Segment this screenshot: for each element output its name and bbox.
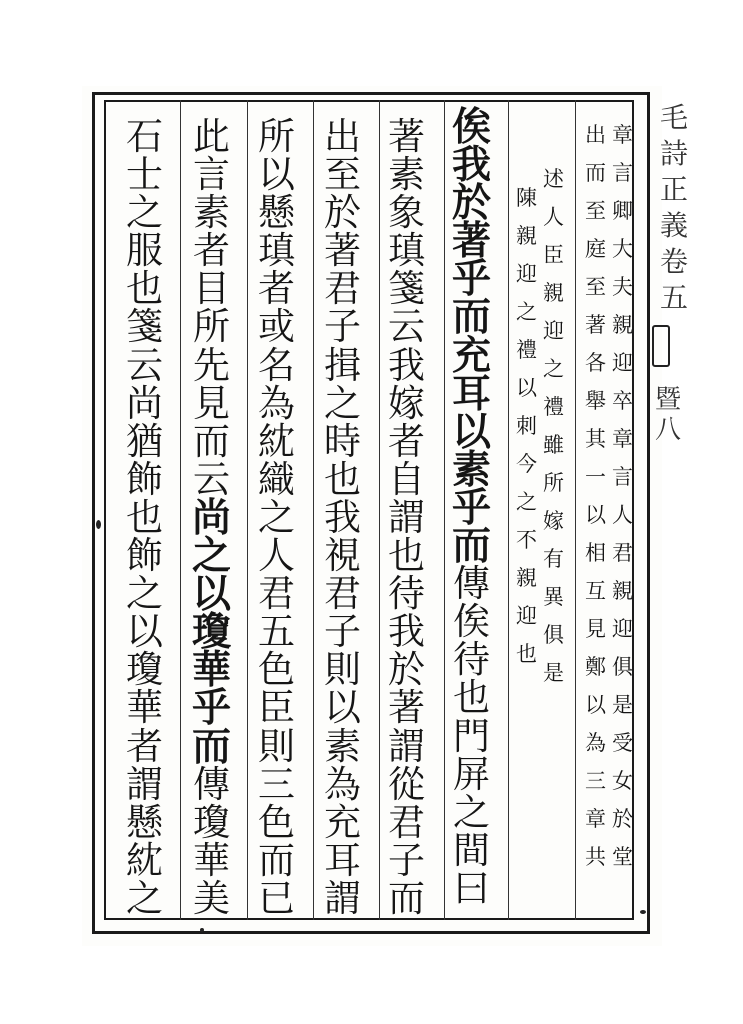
verse-char: 以 [452,408,492,455]
verse-char: 之 [192,533,232,580]
text-char: 者 [388,419,425,463]
commentary-char: 受 [612,731,633,755]
text-char: 為 [324,762,361,806]
text-char: 之 [126,572,163,616]
verse-char: 乎 [192,685,232,732]
column-7-verse [192,115,232,920]
verse-char: 充 [452,332,492,379]
commentary-char: 於 [612,807,633,831]
commentary-char: 嫁 [543,509,564,533]
column-8-text [126,115,163,920]
commentary-char: 言 [612,161,633,185]
text-char: 揖 [324,343,361,387]
commentary-char: 門 [453,714,490,758]
commentary-char: 一 [585,465,606,489]
text-char: 著 [324,229,361,273]
column-2-commentary [516,160,564,692]
commentary-char: 而 [585,161,606,185]
commentary-char: 屏 [453,752,490,796]
text-char: 懸 [258,191,295,235]
commentary-char: 女 [612,769,633,793]
text-char: 臣 [258,686,295,730]
text-char: 於 [388,648,425,692]
text-char: 從 [388,762,425,806]
commentary-char: 之 [543,357,564,381]
commentary-subline [516,179,537,673]
commentary-char: 雖 [543,433,564,457]
text-char: 為 [258,381,295,425]
verse-char: 著 [452,218,492,265]
verse-char: 俟 [452,104,492,150]
commentary-subline [585,116,606,876]
text-char: 君 [324,267,361,311]
verse-char: 於 [452,180,492,227]
text-char: 象 [388,191,425,235]
text-char: 著 [388,115,425,158]
text-char: 服 [126,229,163,273]
text-char: 者 [258,267,295,311]
commentary-char: 言 [612,465,633,489]
commentary-char: 目 [193,267,230,311]
column-rule [444,100,445,920]
commentary-char: 也 [516,642,537,666]
commentary-char: 不 [516,528,537,552]
verse-char: 華 [192,647,232,694]
text-char: 至 [324,153,361,197]
text-char: 織 [258,457,295,501]
margin-title-char: 毛 [660,101,689,134]
commentary-char: 傳 [193,762,230,806]
commentary-char: 至 [585,275,606,299]
ink-speck [640,910,646,914]
commentary-char: 云 [193,457,230,501]
commentary-char: 為 [585,731,606,755]
text-char: 素 [324,724,361,768]
commentary-char: 以 [585,503,606,527]
text-char: 之 [126,876,163,920]
margin-title-char: 詩 [660,137,689,170]
commentary-char: 禮 [543,395,564,419]
commentary-char: 共 [585,845,606,869]
commentary-subline [543,160,564,692]
commentary-char: 言 [193,153,230,197]
commentary-char: 是 [612,693,633,717]
commentary-char: 庭 [585,237,606,261]
commentary-char: 卒 [612,389,633,413]
commentary-char: 夫 [612,275,633,299]
text-char: 尚 [126,381,163,425]
commentary-subline [612,116,633,876]
commentary-char: 迎 [543,319,564,343]
commentary-char: 章 [612,427,633,451]
text-char: 謂 [388,724,425,768]
text-char: 已 [258,876,295,920]
text-char: 而 [258,838,295,882]
text-char: 耳 [324,838,361,882]
column-rule [180,100,181,920]
text-char: 三 [258,762,295,806]
commentary-char: 而 [193,419,230,463]
text-char: 我 [324,495,361,539]
commentary-char: 卿 [612,199,633,223]
margin-title-char: 五 [660,281,689,314]
text-char: 瑱 [258,229,295,273]
commentary-char: 親 [516,566,537,590]
text-char: 子 [324,610,361,654]
text-char: 也 [126,267,163,311]
column-rule [575,100,576,920]
text-char: 飾 [126,457,163,501]
ink-speck [96,520,101,529]
text-char: 飾 [126,534,163,578]
commentary-char: 今 [516,452,537,476]
verse-char: 以 [192,571,232,618]
text-char: 也 [388,534,425,578]
text-char: 則 [258,724,295,768]
text-char: 或 [258,305,295,349]
commentary-char: 異 [543,585,564,609]
commentary-char: 鄭 [585,655,606,679]
commentary-char: 瓊 [193,800,230,844]
text-char: 嫁 [388,381,425,425]
text-char: 君 [324,572,361,616]
commentary-char: 俱 [543,623,564,647]
commentary-char: 此 [193,115,230,158]
column-rule [313,100,314,920]
commentary-char: 著 [585,313,606,337]
text-char: 者 [126,724,163,768]
verse-char: 而 [452,294,492,341]
margin-title-char: 正 [660,173,689,206]
commentary-char: 親 [612,579,633,603]
commentary-char: 素 [193,191,230,235]
text-char: 我 [388,343,425,387]
verse-char: 尚 [192,494,232,541]
text-char: 君 [388,800,425,844]
commentary-char: 之 [516,300,537,324]
verse-char: 乎 [452,256,492,303]
commentary-char: 是 [543,661,564,685]
commentary-char: 堂 [612,845,633,869]
commentary-char: 親 [516,224,537,248]
verse-line [452,104,492,570]
text-char: 謂 [324,876,361,920]
text-char: 自 [388,457,425,501]
leaf-label-char: 八 [655,415,682,445]
column-rule [379,100,380,920]
column-rule [247,100,248,920]
leaf-label-char: 暨 [655,385,682,415]
margin-title [660,100,688,316]
text-char: 紞 [258,419,295,463]
commentary-char: 也 [453,676,490,720]
text-char: 以 [324,686,361,730]
commentary-char: 至 [585,199,606,223]
commentary-char: 迎 [612,351,633,375]
text-char: 云 [388,305,425,349]
text-char: 我 [388,610,425,654]
commentary-line [193,762,230,920]
margin-title-char: 卷 [660,245,689,278]
text-char: 華 [126,686,163,730]
fish-tail-mark [652,325,670,367]
commentary-char: 章 [585,807,606,831]
text-char: 之 [258,495,295,539]
commentary-char: 述 [543,167,564,191]
verse-char: 素 [452,446,492,493]
commentary-char: 曰 [453,866,490,910]
commentary-char: 之 [453,790,490,834]
commentary-char: 陳 [516,186,537,210]
text-char: 士 [126,153,163,197]
commentary-char: 間 [453,828,490,872]
text-char: 紞 [126,838,163,882]
text-char: 五 [258,610,295,654]
commentary-char: 待 [453,638,490,682]
text-char: 也 [324,457,361,501]
commentary-char: 臣 [543,243,564,267]
commentary-char: 迎 [516,262,537,286]
commentary-char: 大 [612,237,633,261]
verse-line [192,494,232,770]
commentary-char: 見 [585,617,606,641]
text-char: 石 [126,115,163,158]
commentary-char: 親 [543,281,564,305]
commentary-char: 相 [585,541,606,565]
text-char: 瓊 [126,648,163,692]
margin-title-char: 義 [660,209,689,242]
column-4-text [388,115,425,920]
text-char: 以 [258,153,295,197]
text-char: 云 [126,343,163,387]
text-char: 子 [324,305,361,349]
text-char: 於 [324,191,361,235]
commentary-char: 人 [612,503,633,527]
commentary-char: 華 [193,838,230,882]
verse-char: 乎 [452,484,492,531]
commentary-char: 出 [585,123,606,147]
text-char: 名 [258,343,295,387]
text-char: 以 [126,610,163,654]
commentary-char: 君 [612,541,633,565]
text-char: 素 [388,153,425,197]
text-char: 也 [126,495,163,539]
text-char: 箋 [388,267,425,311]
commentary-char: 傳 [453,562,490,606]
commentary-char: 人 [543,205,564,229]
commentary-char: 迎 [612,617,633,641]
commentary-char: 互 [585,579,606,603]
text-char: 君 [258,572,295,616]
verse-char: 瓊 [192,609,232,656]
commentary-char: 之 [516,490,537,514]
text-char: 則 [324,648,361,692]
commentary-char: 其 [585,427,606,451]
verse-char: 而 [192,723,232,770]
commentary-char: 以 [585,693,606,717]
text-char: 充 [324,800,361,844]
commentary-char: 以 [516,376,537,400]
column-1-commentary [585,116,633,876]
commentary-line [193,115,230,501]
commentary-char: 章 [612,123,633,147]
verse-char: 耳 [452,370,492,417]
commentary-char: 所 [543,471,564,495]
commentary-char: 見 [193,381,230,425]
column-rule [508,100,509,920]
text-char: 子 [388,838,425,882]
column-5-text [324,115,361,920]
text-char: 著 [388,686,425,730]
commentary-char: 美 [193,876,230,920]
column-6-text [258,115,295,920]
text-char: 箋 [126,305,163,349]
text-char: 出 [324,115,361,158]
text-char: 色 [258,648,295,692]
column-3-verse [452,104,492,910]
text-char: 時 [324,419,361,463]
text-char: 所 [258,115,295,158]
commentary-char: 親 [612,313,633,337]
text-char: 待 [388,572,425,616]
text-char: 猶 [126,419,163,463]
commentary-char: 俟 [453,600,490,644]
leaf-label [655,385,681,445]
commentary-char: 者 [193,229,230,273]
commentary-char: 三 [585,769,606,793]
commentary-char: 刺 [516,414,537,438]
commentary-char: 各 [585,351,606,375]
commentary-line [453,562,490,910]
text-char: 懸 [126,800,163,844]
text-char: 謂 [388,495,425,539]
verse-char: 而 [452,523,492,570]
verse-char: 我 [452,142,492,189]
text-char: 色 [258,800,295,844]
commentary-char: 俱 [612,655,633,679]
text-char: 之 [126,191,163,235]
commentary-char: 所 [193,305,230,349]
ink-speck [200,928,204,932]
commentary-char: 迎 [516,604,537,628]
text-char: 謂 [126,762,163,806]
commentary-char: 禮 [516,338,537,362]
commentary-char: 有 [543,547,564,571]
commentary-char: 先 [193,343,230,387]
text-char: 之 [324,381,361,425]
text-char: 而 [388,876,425,920]
text-char: 人 [258,534,295,578]
commentary-char: 舉 [585,389,606,413]
text-char: 視 [324,534,361,578]
text-char: 瑱 [388,229,425,273]
